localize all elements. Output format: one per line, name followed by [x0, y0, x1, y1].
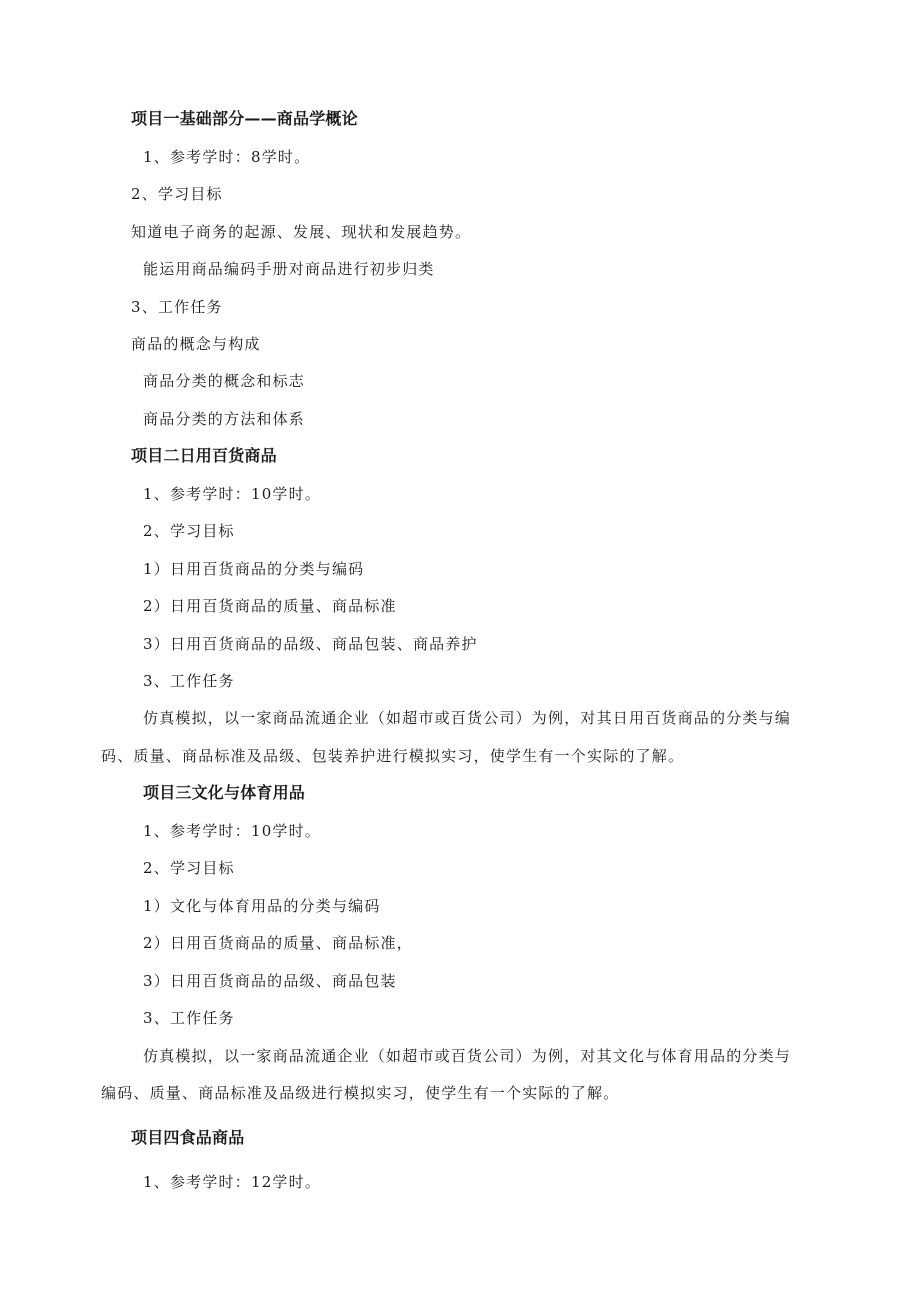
project3-goal-3: 3）日用百货商品的品级、商品包装 — [143, 972, 397, 990]
project1-goals-label: 2、学习目标 — [131, 185, 223, 203]
project3-goal-1: 1）文化与体育用品的分类与编码 — [143, 897, 381, 915]
project1-task-1: 商品的概念与构成 — [131, 335, 261, 353]
project3-goal-2: 2）日用百货商品的质量、商品标准， — [143, 934, 413, 952]
project4-title: 项目四食品商品 — [131, 1128, 245, 1147]
project2-goal-1: 1）日用百货商品的分类与编码 — [143, 560, 365, 578]
project2-title: 项目二日用百货商品 — [131, 446, 277, 465]
project1-task-3: 商品分类的方法和体系 — [143, 410, 306, 428]
project2-task-line-1: 仿真模拟，以一家商品流通企业（如超市或百货公司）为例，对其日用百货商品的分类与编 — [143, 709, 792, 727]
project2-goal-2: 2）日用百货商品的质量、商品标准 — [143, 597, 397, 615]
project3-hours: 1、参考学时：10学时。 — [143, 822, 322, 840]
project3-goals-label: 2、学习目标 — [143, 859, 235, 877]
project3-task-line-1: 仿真模拟，以一家商品流通企业（如超市或百货公司）为例，对其文化与体育用品的分类与 — [143, 1047, 792, 1065]
project1-task-2: 商品分类的概念和标志 — [143, 372, 306, 390]
project3-task-line-2: 编码、质量、商品标准及品级进行模拟实习，使学生有一个实际的了解。 — [101, 1084, 620, 1102]
project2-goal-3: 3）日用百货商品的品级、商品包装、商品养护 — [143, 635, 478, 653]
project2-tasks-label: 3、工作任务 — [143, 672, 235, 690]
project3-tasks-label: 3、工作任务 — [143, 1009, 235, 1027]
project2-goals-label: 2、学习目标 — [143, 522, 235, 540]
project2-task-line-2: 码、质量、商品标准及品级、包装养护进行模拟实习，使学生有一个实际的了解。 — [101, 747, 685, 765]
project1-tasks-label: 3、工作任务 — [131, 298, 223, 316]
project1-hours: 1、参考学时：8学时。 — [143, 148, 311, 166]
project3-title: 项目三文化与体育用品 — [143, 783, 306, 802]
project1-goal-2: 能运用商品编码手册对商品进行初步归类 — [143, 260, 435, 278]
project2-hours: 1、参考学时：10学时。 — [143, 485, 322, 503]
project4-hours: 1、参考学时：12学时。 — [143, 1173, 322, 1191]
project1-title: 项目一基础部分——商品学概论 — [131, 109, 358, 128]
project1-goal-1: 知道电子商务的起源、发展、现状和发展趋势。 — [131, 223, 472, 241]
